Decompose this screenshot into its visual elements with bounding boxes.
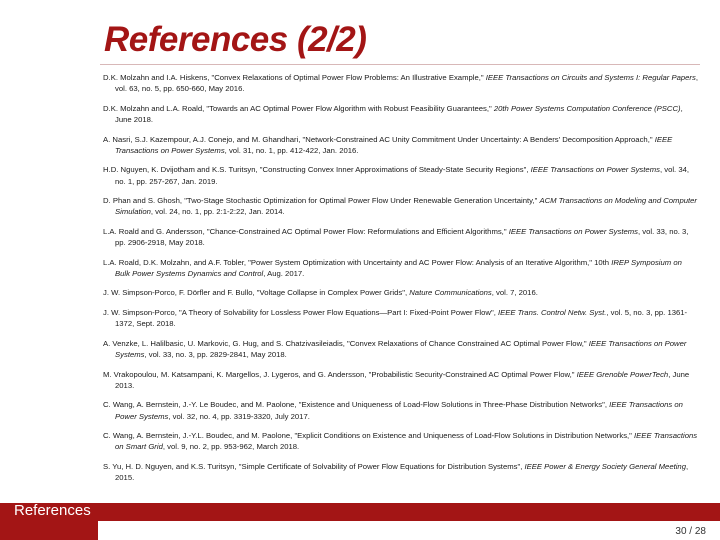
reference-details: , vol. 34, no. 1, pp. 257-267, Jan. 2019. [115, 165, 690, 186]
reference-item [103, 399, 698, 422]
reference-venue: IEEE Transactions on Power Systems [115, 338, 687, 360]
reference-details: , vol. 5, no. 3, pp. 1361-1372, Sept. 2018. [115, 307, 688, 329]
reference-venue: Nature Communications [409, 288, 492, 298]
reference-text: A. Venzke, L. Halilbasic, U. Markovic, G. Hug, and S. Chatzivasileiadis, "Convex Relaxations of Chance Constrained AC Optimal Power Flow," [103, 338, 589, 348]
reference-text: J. W. Simpson-Porco, F. Dörfler and F. Bullo, "Voltage Collapse in Complex Power Grids", [103, 288, 410, 298]
title-divider [100, 64, 700, 65]
reference-details: , vol. 32, no. 4, pp. 3319-3320, July 2017. [168, 411, 310, 421]
slide-title: References (2/2) [104, 20, 367, 59]
reference-text: C. Wang, A. Bernstein, J.-Y.L. Boudec, and M. Paolone, "Explicit Conditions on Existence and Uniqueness of Load-Flow Solutions in Distribution Networks," [103, 431, 635, 441]
reference-item [103, 103, 698, 126]
reference-details: , Aug. 2017. [263, 268, 305, 278]
reference-text: H.D. Nguyen, K. Dvijotham and K.S. Turitsyn, "Constructing Convex Inner Approximations of Steady-State Security Regions", [103, 165, 531, 175]
reference-venue: ACM Transactions on Modeling and Computer Simulation [115, 196, 697, 217]
reference-text: D.K. Molzahn and I.A. Hiskens, "Convex Relaxations of Optimal Power Flow Problems: An Illustrative Example," [103, 73, 486, 82]
reference-venue: IREP Symposium on Bulk Power Systems Dynamics and Control [115, 257, 682, 278]
reference-item [103, 461, 698, 484]
reference-venue: IEEE Power & Energy Society General Meeting [524, 461, 686, 471]
reference-item [103, 307, 698, 330]
reference-text: J. W. Simpson-Porco, "A Theory of Solvability for Lossless Power Flow Equations—Part I: Fixed-Point Power Flow", [103, 307, 498, 317]
reference-text: L.A. Roald, D.K. Molzahn, and A.F. Tobler, "Power System Optimization with Uncertainty and AC Power Flow: Analysis of an Iterative Algorithm," 10th [103, 257, 612, 267]
reference-venue: IEEE Transactions on Circuits and Systems I: Regular Papers [485, 73, 696, 82]
reference-venue: IEEE Transactions on Smart Grid [115, 431, 698, 452]
reference-venue: IEEE Transactions on Power Systems [115, 134, 673, 155]
reference-details: , vol. 7, 2016. [491, 288, 538, 298]
reference-item [103, 164, 698, 187]
reference-text: L.A. Roald and G. Andersson, "Chance-Constrained AC Optimal Power Flow: Reformulations and Efficient Algorithms," [103, 226, 509, 236]
reference-text: C. Wang, A. Bernstein, J.-Y. Le Boudec, and M. Paolone, "Existence and Uniqueness of Load-Flow Solutions in Three-Phase Distribution Networks", [103, 400, 610, 410]
reference-details: , June 2013. [115, 369, 690, 390]
reference-details: , vol. 9, no. 2, pp. 953-962, March 2018. [162, 442, 300, 452]
reference-item [103, 369, 698, 392]
reference-text: D.K. Molzahn and L.A. Roald, "Towards an AC Optimal Power Flow Algorithm with Robust Feasibility Guarantees," [103, 103, 494, 113]
reference-list [103, 72, 698, 492]
reference-details: , 2015. [115, 461, 689, 483]
reference-venue: IEEE Grenoble PowerTech [576, 369, 669, 379]
reference-venue: IEEE Transactions on Power Systems [508, 226, 639, 236]
reference-details: , vol. 33, no. 3, pp. 2829-2841, May 2018. [144, 350, 287, 360]
reference-item [103, 72, 698, 95]
reference-item [103, 134, 698, 157]
footer-section-label: References [14, 502, 91, 519]
reference-venue: IEEE Trans. Control Netw. Syst. [497, 307, 607, 317]
reference-venue: 20th Power Systems Computation Conference (PSCC) [493, 103, 681, 113]
reference-details: , vol. 63, no. 5, pp. 650-660, May 2016. [115, 73, 698, 94]
reference-item [103, 430, 698, 453]
sidebar [0, 0, 95, 503]
reference-text: S. Yu, H. D. Nguyen, and K.S. Turitsyn, "Simple Certificate of Solvability of Power Flow Equations for Distribution Systems", [103, 461, 525, 471]
reference-details: , vol. 31, no. 1, pp. 412-422, Jan. 2016. [224, 145, 359, 155]
reference-text: M. Vrakopoulou, M. Katsampani, K. Margellos, J. Lygeros, and G. Andersson, "Probabilistic Security-Constrained AC Optimal Power Flow," [103, 369, 577, 379]
reference-item [103, 257, 698, 280]
reference-text: A. Nasri, S.J. Kazempour, A.J. Conejo, and M. Ghandhari, "Network-Constrained AC Unity Commitment Under Uncertainty: A Benders' Decomposition Approach," [103, 134, 655, 144]
reference-item [103, 287, 698, 298]
reference-details: , vol. 24, no. 1, pp. 2:1-2:22, Jan. 2014. [150, 207, 285, 217]
reference-text: D. Phan and S. Ghosh, "Two-Stage Stochastic Optimization for Optimal Power Flow Under Renewable Generation Uncertainty," [103, 196, 540, 206]
reference-details: , June 2018. [115, 103, 683, 125]
reference-venue: IEEE Transactions on Power Systems [115, 400, 683, 421]
footer-panel [98, 521, 720, 540]
reference-item [103, 226, 698, 249]
reference-item [103, 338, 698, 361]
reference-item [103, 195, 698, 218]
reference-venue: IEEE Transactions on Power Systems [530, 165, 660, 175]
reference-details: , vol. 33, no. 3, pp. 2906-2918, May 2018. [115, 226, 689, 248]
page-number: 30 / 28 [675, 526, 706, 537]
